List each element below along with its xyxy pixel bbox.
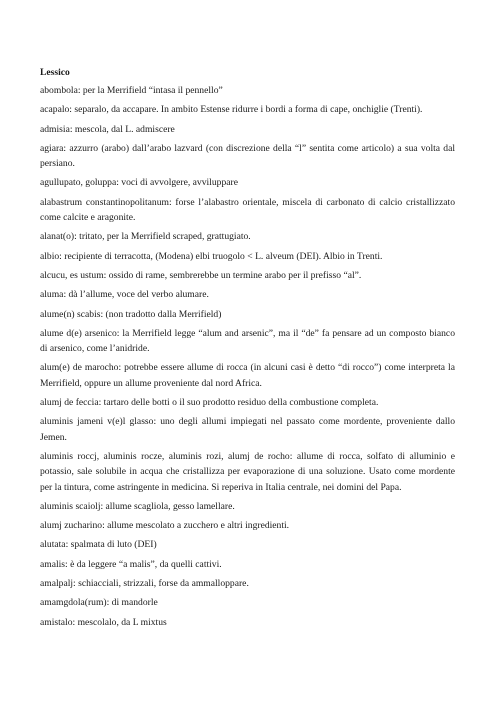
glossary-entry: alumj zucharino: allume mescolato a zucchero e altri ingredienti. (40, 520, 290, 532)
glossary-entry: acapalo: separalo, da accapare. In ambito Estense ridurre i bordi a forma di cape, onchiglie (Trenti). (40, 104, 423, 116)
glossary-entry: agullupato, goluppa: voci di avvolgere, avviluppare (40, 177, 238, 189)
glossary-entry-list (40, 83, 455, 630)
glossary-entry: amistalo: mescolalo, da L mixtus (40, 616, 167, 628)
glossary-entry: alanat(o): tritato, per la Merrifield scraped, grattugiato. (40, 231, 251, 243)
glossary-title: Lessico (40, 67, 70, 78)
glossary-entry: alume d(e) arsenico: la Merrifield legge “alum and arsenic”, ma il “de” fa pensare ad un composto bianco di arsenico, come l’anidride. (40, 327, 455, 355)
glossary-entry: amamgdola(rum): di mandorle (40, 597, 158, 609)
glossary-entry: alutata: spalmata di luto (DEI) (40, 539, 157, 551)
glossary-entry: alabastrum constantinopolitanum: forse l’alabastro orientale, miscela di carbonato di calcio cristallizzato come calcite e aragonite. (40, 196, 455, 224)
glossary-entry: aluminis roccj, aluminis rocze, aluminis rozi, alumj de rocho: allume di rocca, solfato di alluminio e potassio, sale solubile in acqua che cristallizza per evaporazione di una soluzione. Usato come mordente per la tintura, come astringente in medicina. Si reperiva in Italia centrale, nei domini del Papa. (40, 450, 455, 493)
glossary-entry: aluminis jameni v(e)l glasso: uno degli allumi impiegati nel passato come mordente, proveniente dallo Jemen. (40, 416, 455, 443)
glossary-entry: amalpalj: schiacciali, strizzali, forse da ammalloppare. (40, 578, 249, 590)
glossary-entry: albio: recipiente di terracotta, (Modena) elbi truogolo < L. alveum (DEI). Albio in Trenti. (40, 250, 383, 262)
glossary-entry: aluma: dà l’allume, voce del verbo alumare. (40, 289, 209, 301)
glossary-entry: abombola: per la Merrifield “intasa il pennello” (40, 85, 223, 96)
glossary-entry: aluminis scaiolj: allume scagliola, gesso lamellare. (40, 500, 235, 512)
glossary-entry: alumj de feccia: tartaro delle botti o il suo prodotto residuo della combustione completa. (40, 397, 379, 409)
glossary-entry: alum(e) de marocho: potrebbe essere allume di rocca (in alcuni casi è detto “di rocco”) come interpreta la Merrifield, oppure un allume proveniente dal nord Africa. (40, 362, 455, 389)
glossary-entry: amalis: è da leggere “a malis”, da quelli cattivi. (40, 558, 222, 570)
glossary-entry: alcucu, es ustum: ossido di rame, sembrerebbe un termine arabo per il prefisso “al”. (40, 269, 362, 281)
glossary-entry: alume(n) scabis: (non tradotto dalla Merrifield) (40, 308, 222, 320)
glossary-entry: agiara: azzurro (arabo) dall’arabo lazvard (con discrezione della “l” sentita come articolo) a sua volta dal persiano. (40, 142, 455, 170)
glossary-page (40, 66, 455, 634)
glossary-entry: admisia: mescola, dal L. admiscere (40, 123, 175, 135)
